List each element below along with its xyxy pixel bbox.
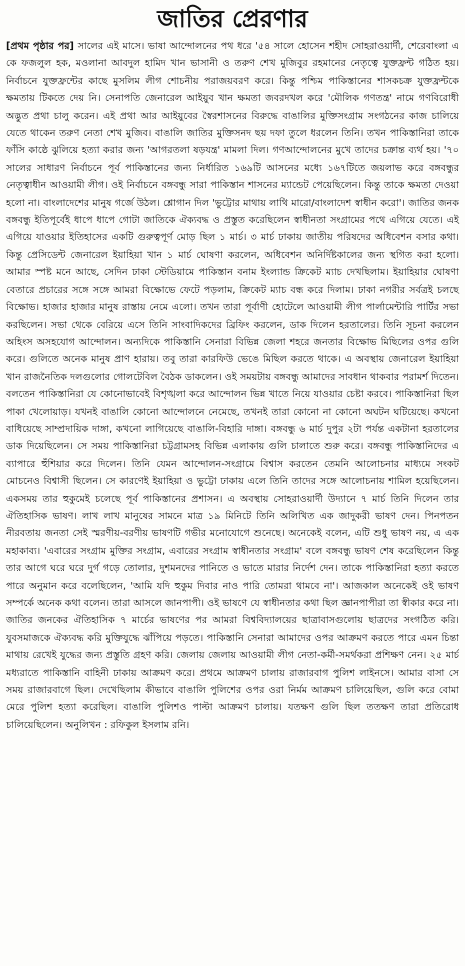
article-headline: জাতির প্রেরণার [157,4,308,33]
continued-from-label: [প্রথম পৃষ্ঠার পর] [6,41,74,52]
article-text: সালের এই মাসে। ভাষা আন্দোলনের পথ ধরে '৫৪ সালে হোসেন শহীদ সোহরাওয়ার্দী, শেরেবাংলা এ কে ফজলুল হক, মওলানা আবদুল হামিদ খান ভাসানী ও তরুণ শেখ মুজিবুর রহমানের নেতৃত্বে যুক্তফ্রন্ট গঠিত হয়। নির্বাচনে যুক্তফ্রন্টের কাছে মুসলিম লীগ শোচনীয় পরাজয়বরণ করে। কিন্তু পশ্চিম পাকিস্তানের শাসকচক্র যুক্তফ্রন্টকে ক্ষমতায় টিকতে দেয় নি। সেনাপতি জেনারেল আইয়ুব খান ক্ষমতা জবরদখল করে 'মৌলিক গণতন্ত্র' নামে গণবিরোধী অদ্ভুত প্রথা চালু করেন। এই প্রথা আর আইয়ুবের স্বৈরশাসনের বিরুদ্ধে বাঙালির মুক্তিসংগ্রাম সংগঠনের কাজ চালিয়ে যেতে থাকেন তরুণ নেতা শেখ মুজিব। বাঙালি জাতির মুক্তিসনদ ছয় দফা তুলে ধরলেন তিনি। তখন পাকিস্তানিরা তাকে ফাঁসি কাষ্ঠে ঝুলিয়ে হত্যা করার জন্য 'আগরতলা ষড়যন্ত্র' মামলা দিল। গণআন্দোলনের মুখে তাদের চক্রান্ত ব্যর্থ হয়। '৭০ সালের সাধারণ নির্বাচনে পূর্ব পাকিস্তানের জন্য নির্ধারিত ১৬৯টি আসনের মধ্যে ১৬৭টিতে জয়লাভ করে বঙ্গবন্ধুর নেতৃত্বাধীন আওয়ামী লীগ। ওই নির্বাচনে বঙ্গবন্ধু সারা পাকিস্তান শাসনের ম্যান্ডেট পেয়েছিলেন। কিন্তু তাকে ক্ষমতা দেওয়া হলো না। বাংলাদেশের মানুষ গর্জে উঠল। শ্লোগান দিল 'ভুট্টোর মাথায় লাথি মারো/বাংলাদেশ স্বাধীন করো'। জাতির জনক বঙ্গবন্ধু ইতিপূর্বেই ধাপে ধাপে গোটা জাতিকে ঐক্যবদ্ধ ও প্রস্তুত করেছিলেন স্বাধীনতা সংগ্রামের পথে এগিয়ে যেতে। এই এগিয়ে যাওয়ার ইতিহাসের একটি গুরুত্বপূর্ণ মোড় ছিল ১ মার্চ। ৩ মার্চ ঢাকায় জাতীয় পরিষদের অধিবেশন বসার কথা। কিন্তু প্রেসিডেন্ট জেনারেল ইয়াহিয়া খান ১ মার্চ ঘোষণা করলেন, অধিবেশন অনির্দিষ্টকালের জন্য স্থগিত করা হলো। আমার স্পষ্ট মনে আছে, সেদিন ঢাকা স্টেডিয়ামে পাকিস্তান বনাম ইংল্যান্ড ক্রিকেট ম্যাচ দেখছিলাম। ইয়াহিয়ার ঘোষণা বেতারে প্রচারের সঙ্গে সঙ্গে আমরা বিক্ষোভে ফেটে পড়লাম, ক্রিকেট ম্যাচ বন্ধ করে দিলাম। ঢাকা নগরীর সর্বত্রই চলছে বিক্ষোভ। হাজার হাজার মানুষ রাস্তায় নেমে এলো। তখন তারা পূর্বাণী হোটেলে আওয়ামী লীগ পার্লামেন্টারি পার্টির সভা করছিলেন। সভা থেকে বেরিয়ে এসে তিনি সাংবাদিকদের ব্রিফিং করলেন, ডাক দিলেন হরতালের। তিনি সূচনা করলেন অহিংস অসহযোগ আন্দোলন। অন্যদিকে পাকিস্তানি সেনারা বিভিন্ন জেলা শহরে জনতার বিক্ষোভ মিছিলের ওপর গুলি করে। গুলিতে অনেক মানুষ প্রাণ হারায়। তবু তারা কারফিউ ভেঙে মিছিল করতে থাকে। এ অবস্থায় জেনারেল ইয়াহিয়া খান রাজনৈতিক দলগুলোর গোলটেবিল বৈঠক ডাকলেন। ওই সময়টায় বঙ্গবন্ধু আমাদের সাবধান থাকবার পরামর্শ দিতেন। বলতেন পাকিস্তানিরা যে কোনোভাবেই বিশৃঙ্খলা করে আন্দোলন ভিন্ন খাতে নিয়ে যাওয়ার চেষ্টা করবে। পাকিস্তানিরা ছিল পাকা খেলোয়াড়। যখনই বাঙালি কোনো আন্দোলনে নেমেছে, তখনই তারা কোনো না কোনো অঘটন ঘটিয়েছে। কখনো বাধিয়েছে সাম্প্রদায়িক দাঙ্গা, কখনো লাগিয়েছে বাঙালি-বিহারি দাঙ্গা। বঙ্গবন্ধু ৬ মার্চ দুপুর ২টা পর্যন্ত একটানা হরতালের ডাক দিয়েছিলেন। সে সময় পাকিস্তানিরা চট্টগ্রামসহ বিভিন্ন এলাকায় গুলি চালাতে শুরু করে। বঙ্গবন্ধু পাকিস্তানিদের এ ব্যাপারে হুঁশিয়ার করে দিলেন। তিনি যেমন আন্দোলন-সংগ্রামে বিশ্বাস করতেন তেমনি আলোচনার মাধ্যমে সংকট মোচনেও বিশ্বাসী ছিলেন। সে কারণেই ইয়াহিয়া ও ভুট্টো ঢাকায় এলে তিনি তাদের সঙ্গে আলোচনায় শামিল হয়েছিলেন। একসময় তার হুকুমেই চলেছে পূর্ব পাকিস্তানের প্রশাসন। এ অবস্থায় সোহরাওয়ার্দী উদ্যানে ৭ মার্চ তিনি দিলেন তার ঐতিহাসিক ভাষণ। লাখ লাখ মানুষের সামনে মাত্র ১৯ মিনিটে তিনি অলিখিত এক জাদুকরী ভাষণ দেন। পিনপতন নীরবতায় জনতা সেই স্মরণীয়-বরণীয় ভাষণটি গভীর মনোযোগে শুনেছে। অনেকেই বলেন, এটি শুধু ভাষণ নয়, এ এক মহাকাব্য। 'এবারের সংগ্রাম মুক্তির সংগ্রাম, এবারের সংগ্রাম স্বাধীনতার সংগ্রাম' বলে বঙ্গবন্ধু ভাষণ শেষ করেছিলেন কিন্তু তার আগে ঘরে ঘরে দুর্গ গড়ে তোলার, দুশমনদের পানিতে ও ভাতে মারার নির্দেশ দেন। তাকে পাকিস্তানিরা হত্যা করতে পারে অনুমান করে বলেছিলেন, 'আমি যদি হুকুম দিবার নাও পারি তোমরা থামবে না'। আজকাল অনেকেই ওই ভাষণ সম্পর্কে অনেক কথা বলেন। তারা আসলে জানপাপী। ওই ভাষণে যে স্বাধীনতার কথা ছিল জ্ঞানপাপীরা তা স্বীকার করে না। জাতির জনকের ঐতিহাসিক ৭ মার্চের ভাষণের পর আমরা বিশ্ববিদ্যালয়ের ছাত্রাবাসগুলোয় ছাত্রদের সংগঠিত করি। যুবসমাজকে ঐক্যবদ্ধ করি মুক্তিযুদ্ধে ঝাঁপিয়ে পড়তে। পাকিস্তানি সেনারা আমাদের ওপর আক্রমণ করতে পারে এমন চিন্তা মাথায় রেখেই যুদ্ধের জন্য প্রস্তুতি গ্রহণ করি। জেলায় জেলায় আওয়ামী লীগ নেতা-কর্মী-সমর্থকরা প্রশিক্ষণ নেন। ২৫ মার্চ মধ্যরাতে পাকিস্তানি বাহিনী ঢাকায় আক্রমণ করে। প্রথমে আক্রমণ চালায় রাজারবাগ পুলিশ লাইনসে। আমার বাসা সে সময় রাজারবাগে ছিল। দেখেছিলাম কীভাবে বাঙালি পুলিশের ওপর ওরা নির্মম আক্রমণ চালিয়েছিল, গুলি করে বোমা মেরে পুলিশ হত্যা করেছিল। বাঙালি পুলিশও পাল্টা আক্রমণ চালায়। যতক্ষণ গুলি ছিল ততক্ষণ তারা প্রতিরোধ চালিয়েছিলেন। অনুলিখন : রফিকুল ইসলাম রনি। [6,41,459,731]
article-body [6,38,459,734]
